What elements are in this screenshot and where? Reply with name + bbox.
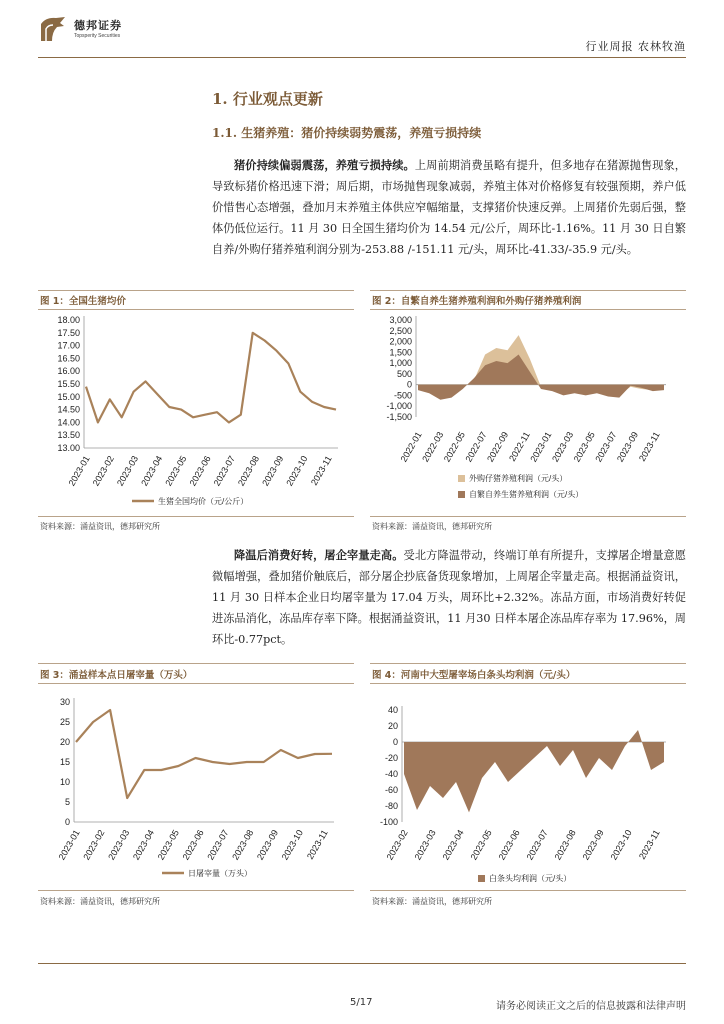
footer-divider [38,963,686,964]
y-tick-label: -60 [384,785,398,795]
x-tick-label: 2023-05 [155,828,181,862]
y-tick-label: -1,000 [386,401,412,412]
y-tick-label: 40 [387,705,398,715]
y-tick-label: 1,500 [389,347,412,358]
y-tick-label: 500 [396,368,412,379]
y-tick-label: -1,500 [386,412,412,422]
x-tick-label: 2023-09 [580,828,606,862]
paragraph-body: 受北方降温带动，终端订单有所提升，支撑屠企增量意愿微幅增强，叠加猪价触底后，部分屠企抄底备货现象增加，上周屠企宰量走高。根据涌益资讯，11 月 30 日样本企业日均屠宰量为 17.04 万头，周环比+2.32%。冻品方面，市场消费好转促进冻品消化，冻品库存率下降。根据涌益资讯，11 月30 日样本屠企冻品库存率为 17.96%，周环比-0.77pct。 [212,549,686,646]
x-tick-label: 2023-10 [279,828,305,862]
legal-notice: 请务必阅读正文之后的信息披露和法律声明 [496,1001,686,1012]
y-tick-label: 17.00 [57,340,80,351]
figure-2-source: 资料来源：涌益资讯，德邦研究所 [372,522,492,531]
x-tick-label: 2023-08 [230,828,256,862]
x-tick-label: 2022-09 [485,430,511,464]
y-tick-label: 13.00 [57,443,80,453]
legend-label: 白条头均利润（元/头） [489,874,572,883]
x-tick-label: 2023-02 [81,828,107,862]
y-tick-label: 17.50 [57,327,80,338]
brand-name: 德邦证券 [74,19,122,32]
x-tick-label: 2023-08 [235,454,262,488]
y-tick-label: 15 [59,757,70,767]
y-tick-label: -100 [379,817,398,827]
line-series-1 [86,333,336,423]
figure-4-title: 图 4：河南中大型屠宰场白条头均利润（元/头） [372,670,576,681]
chart-carcass-profit [370,684,686,890]
x-tick-label: 2023-06 [496,828,522,862]
paragraph-pig-price [212,155,686,260]
header-divider [38,57,686,58]
x-tick-label: 2023-07 [593,430,619,464]
x-tick-label: 2022-07 [463,430,489,464]
x-tick-label: 2023-04 [130,828,157,862]
y-tick-label: 1,000 [389,358,412,369]
x-tick-label: 2023-04 [139,454,165,488]
page-number: 5/17 [350,997,373,1008]
x-tick-label: 2023-11 [636,828,662,862]
x-tick-label: 2023-05 [163,454,189,488]
y-tick-label: -40 [384,769,398,779]
x-tick-label: 2022-01 [398,430,424,464]
area-series-2 [418,355,664,400]
x-tick-label: 2023-06 [180,828,206,862]
figure-bottom-rule [38,890,354,891]
y-tick-label: 20 [387,721,398,731]
section-heading: 1. 行业观点更新 [212,90,323,108]
legend-label: 生猪全国均价（元/公斤） [158,497,249,506]
x-tick-label: 2023-09 [254,828,281,862]
subsection-heading: 1.1. 生猪养殖：猪价持续弱势震荡，养殖亏损持续 [212,126,482,140]
chart-daily-slaughter [38,684,354,890]
y-tick-label: 13.50 [57,430,80,441]
x-tick-label: 2023-03 [412,828,438,862]
figure-3-title: 图 3：涌益样本点日屠宰量（万头） [40,670,193,681]
line-series-1 [76,710,332,798]
paragraph-body: 上周前期消费虽略有提升，但多地存在猪源抛售现象，导致标猪价格迅速下滑；周后期，市场抛售现象减弱，养殖主体对价格修复有较强预期，养户低价惜售心态增强，叠加月末养殖主体供应窄幅缩量，支撑猪价快速反弹。上周猪价先弱后强，整体仍低位运行。11 月 30 日全国生猪均价为 14.54 元/公斤，周环比-1.16%。11 月 30 日自繁自养/外购仔猪养殖利润分别为-253.88 /-151.11 元/头，周环比-41.33/-35.9 元/头。 [212,159,686,256]
figure-bottom-rule [38,516,354,517]
x-tick-label: 2023-02 [90,454,116,488]
figure-top-rule [370,663,686,664]
x-tick-label: 2023-01 [528,430,554,464]
y-tick-label: 16.00 [57,366,80,377]
figure-3-source: 资料来源：涌益资讯，德邦研究所 [40,897,160,906]
paragraph-lead: 降温后消费好转，屠企宰量走高。 [234,548,404,562]
y-tick-label: 0 [392,737,398,747]
legend-label: 外购仔猪养殖利润（元/头） [469,474,568,483]
y-tick-label: -500 [393,390,412,401]
x-tick-label: 2023-01 [66,454,92,488]
chart-national-pig-price [38,310,354,516]
figure-1-source: 资料来源：涌益资讯，德邦研究所 [40,522,160,531]
legend-swatch [458,491,465,498]
x-tick-label: 2022-11 [507,430,532,464]
x-tick-label: 2022-05 [441,430,468,464]
x-tick-label: 2023-05 [571,430,597,464]
y-tick-label: 16.50 [57,353,80,364]
y-tick-label: 2,500 [389,325,412,336]
y-tick-label: -20 [384,753,398,763]
y-tick-label: 15.50 [57,379,80,389]
x-tick-label: 2023-07 [211,454,237,488]
x-tick-label: 2023-07 [205,828,231,862]
x-tick-label: 2022-03 [420,430,446,464]
x-tick-label: 2023-10 [284,454,310,488]
figure-top-rule [38,663,354,664]
company-logo [38,14,68,44]
figure-4-source: 资料来源：涌益资讯，德邦研究所 [372,897,492,906]
y-tick-label: 2,000 [389,336,412,347]
x-tick-label: 2023-07 [524,828,550,862]
legend-swatch [458,475,465,482]
x-tick-label: 2023-02 [384,828,410,862]
y-tick-label: 25 [59,717,70,727]
legend-swatch [478,875,485,882]
x-tick-label: 2023-11 [636,430,662,464]
x-tick-label: 2023-03 [550,430,576,464]
x-tick-label: 2023-05 [468,828,494,862]
x-tick-label: 2023-08 [552,828,578,862]
x-tick-label: 2023-06 [187,454,213,488]
brand-subtitle: Topsperity Securities [74,33,121,39]
x-tick-label: 2023-03 [114,454,141,488]
figure-2-title: 图 2：自繁自养生猪养殖利润和外购仔猪养殖利润 [372,296,582,307]
report-section: 行业周报 农林牧渔 [585,40,686,53]
paragraph-slaughter [212,545,686,650]
y-tick-label: 14.00 [57,417,80,428]
x-tick-label: 2023-04 [440,828,466,862]
y-tick-label: 10 [59,777,70,787]
y-tick-label: 18.00 [57,315,80,325]
x-tick-label: 2023-01 [56,828,82,862]
figure-bottom-rule [370,516,686,517]
y-tick-label: 0 [64,817,70,827]
y-tick-label: 5 [64,797,70,807]
area-series-1 [404,730,664,812]
x-tick-label: 2023-03 [106,828,132,862]
figure-top-rule [370,290,686,291]
legend-label: 日屠宰量（万头） [188,869,252,878]
x-tick-label: 2023-09 [614,430,641,464]
chart-breeding-profit [370,310,686,516]
x-tick-label: 2023-10 [608,828,634,862]
y-tick-label: -80 [384,801,398,811]
x-tick-label: 2023-11 [308,454,334,488]
y-tick-label: 15.00 [57,391,80,402]
figure-top-rule [38,290,354,291]
y-tick-label: 30 [59,697,70,707]
figure-1-title: 图 1：全国生猪均价 [40,296,126,307]
legend-label: 自繁自养生猪养殖利润（元/头） [469,490,584,499]
paragraph-lead: 猪价持续偏弱震荡，养殖亏损持续。 [234,158,415,172]
x-tick-label: 2023-09 [260,454,286,488]
figure-bottom-rule [370,890,686,891]
x-tick-label: 2023-11 [304,828,330,862]
y-tick-label: 14.50 [57,404,80,415]
y-tick-label: 0 [406,379,412,390]
y-tick-label: 3,000 [389,315,412,325]
y-tick-label: 20 [59,737,70,747]
